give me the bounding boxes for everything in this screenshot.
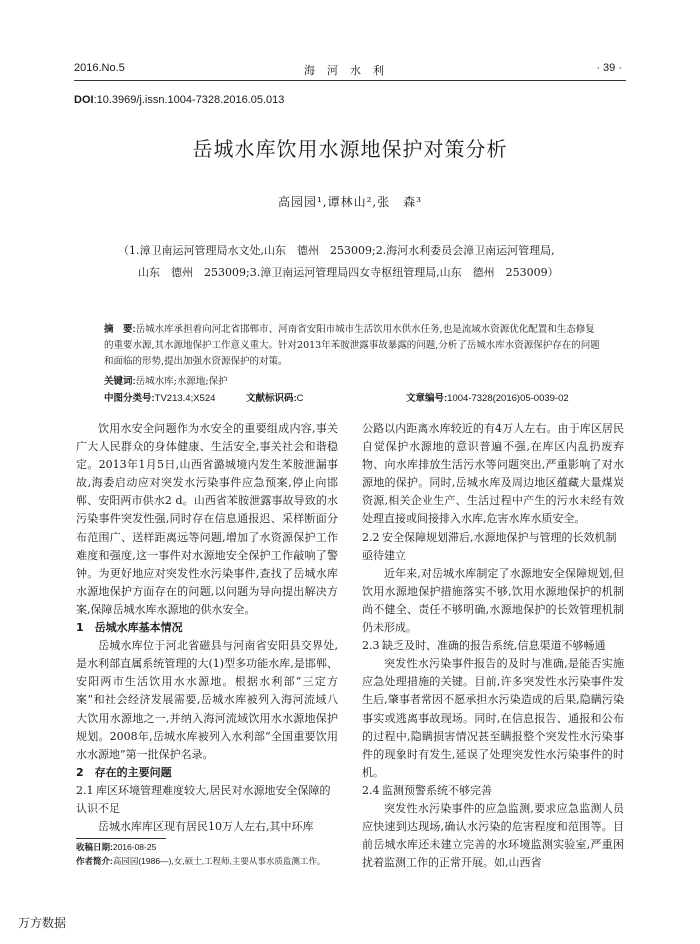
received-date xyxy=(76,840,325,854)
header-journal-name: 海河水利 xyxy=(304,65,396,77)
author-list: 高园园¹,谭林山²,张 森³ xyxy=(277,195,423,209)
subsection-2-1-paragraph: 岳城水库库区现有居民10万人左右,其中环库 xyxy=(98,820,314,834)
subsection-2-1-heading xyxy=(76,782,338,818)
subsection-2-3-heading xyxy=(362,637,624,655)
clc-label: 中图分类号: xyxy=(104,393,155,404)
paper-title: 岳城水库饮用水源地保护对策分析 xyxy=(192,137,508,161)
body-column-right xyxy=(362,420,624,872)
received-value: 2016-08-25 xyxy=(112,842,157,852)
article-number-field xyxy=(406,390,569,404)
subsection-2-2-heading xyxy=(362,529,624,565)
author-bio-label: 作者简介: xyxy=(76,856,113,866)
doc-code-value: C xyxy=(296,393,304,404)
article-number-label: 文章编号: xyxy=(406,393,448,404)
author-bio-value: 高园园(1986—),女,硕士,工程师,主要从事水质监测工作。 xyxy=(112,856,326,866)
header-page-number: · 39 · xyxy=(596,62,622,74)
clc-value: TV213.4;X524 xyxy=(154,393,216,404)
header-rule xyxy=(74,80,626,81)
subsection-2-2-paragraph: 近年来,对岳城水库制定了水源地安全保障规划,但饮用水源地保护措施落实不够,饮用水源地保护的机制尚不健全、责任不够明确,水源地保护的长效管理机制仍未形成。 xyxy=(362,566,624,635)
clc-field xyxy=(104,390,215,404)
subsection-2-2-number: 2.2 xyxy=(362,530,380,544)
section-2-heading: 2 存在的主要问题 xyxy=(76,765,172,779)
section-1-paragraph: 岳城水库位于河北省磁县与河南省安阳县交界处,是水利部直属系统管理的大(1)型多功能水库,是邯郸、安阳两市生活饮用水水源地。根据水利部“三定方案”和社会经济发展需要,岳城水库被列入海河流域八大饮用水源地之一,并纳入海河流域饮用水水源地保护规划。2008年,岳城水库被列入水利部“全国重要饮用水水源地”第一批保护名录。 xyxy=(76,639,338,761)
subsection-2-3-title: 缺乏及时、准确的报告系统,信息渠道不够畅通 xyxy=(382,639,606,653)
subsection-2-4-paragraph: 突发性水污染事件的应急监测,要求应急监测人员应快速到达现场,确认水污染的危害程度和范围等。目前岳城水库还未建立完善的水环境监测实验室,严重困扰着监测工作的正常开展。如,山西省 xyxy=(362,801,624,870)
affiliation-line-1: （1.漳卫南运河管理局水文处,山东 德州 253009;2.海河水利委员会漳卫南运河管理局, xyxy=(118,244,555,257)
received-label: 收稿日期: xyxy=(76,842,113,852)
intro-paragraph: 饮用水安全问题作为水安全的重要组成内容,事关广大人民群众的身体健康、生活安全,事关社会和谐稳定。2013年1月5日,山西省潞城境内发生苯胺泄漏事故,海委启动应对突发水污染事件应急预案,停止向邯郸、安阳两市供水2 d。山西省苯胺泄露事故导致的水污染事件突发性强,同时存在信息通报迟、采样断面分布范围广、送样距离远等问题,增加了水资源保护工作难度和强度,这一事件对水源地安全保护工作敲响了警钟。为更好地应对突发性水污染事件,查找了岳城水库水源地保护方面存在的问题,以问题为导向提出解决方案,保障岳城水库水源地的供水安全。 xyxy=(76,422,338,616)
keywords xyxy=(104,373,228,387)
subsection-2-2-title: 安全保障规划滞后,水源地保护与管理的长效机制亟待建立 xyxy=(362,530,617,562)
wanfang-watermark: 万方数据 xyxy=(18,916,67,930)
doi-line xyxy=(74,94,284,106)
article-number-value: 1004-7328(2016)05-0039-02 xyxy=(447,393,569,404)
body-column-left xyxy=(76,420,338,836)
keywords-label: 关键词: xyxy=(104,376,136,387)
abstract xyxy=(104,322,604,370)
subsection-2-1-number: 2.1 xyxy=(76,783,94,797)
footnote xyxy=(76,840,325,868)
doc-code-label: 文献标识码: xyxy=(246,393,297,404)
keywords-text: 岳城水库;水源地;保护 xyxy=(135,376,228,387)
subsection-2-4-heading xyxy=(362,782,624,800)
subsection-2-4-title: 监测预警系统不够完善 xyxy=(382,783,492,797)
doi-label: DOI xyxy=(74,94,94,106)
author-bio xyxy=(76,854,325,868)
footnote-rule xyxy=(76,838,166,839)
subsection-2-3-number: 2.3 xyxy=(362,639,380,653)
header-journal-issue: 2016.No.5 xyxy=(74,62,125,74)
section-1-heading: 1 岳城水库基本情况 xyxy=(76,621,183,635)
subsection-2-1-title: 库区环境管理难度较大,居民对水源地安全保障的认识不足 xyxy=(76,783,331,815)
abstract-text: 岳城水库承担着向河北省邯郸市、河南省安阳市城市生活饮用水供水任务,也是流域水资源优化配置和生态修复的重要水源,其水源地保护工作意义重大。针对2013年苯胺泄露事故暴露的问题,分析了岳城水库水资源保护存在的问题和面临的形势,提出加强水资源保护的对策。 xyxy=(104,324,600,367)
abstract-label: 摘 要: xyxy=(104,324,136,335)
doc-code-field xyxy=(246,390,304,404)
doi-value[interactable]: :10.3969/j.issn.1004-7328.2016.05.013 xyxy=(93,94,285,106)
continued-paragraph: 公路以内距离水库较近的有4万人左右。由于库区居民自觉保护水源地的意识普遍不强,在库区内乱扔废弃物、向水库排放生活污水等问题突出,严重影响了对水源地的保护。同时,岳城水库及周边地区蕴藏大量煤炭资源,相关企业生产、生活过程中产生的污水未经有效处理直接或间接排入水库,危害水库水质安全。 xyxy=(362,422,624,526)
affiliation-line-2: 山东 德州 253009;3.漳卫南运河管理局四女寺枢纽管理局,山东 德州 253009） xyxy=(138,266,559,279)
subsection-2-3-paragraph: 突发性水污染事件报告的及时与准确,是能否实施应急处理措施的关键。目前,许多突发性水污染事件发生后,肇事者常因不愿承担水污染造成的后果,隐瞒污染事实或逃离事故现场。同时,在信息报告、通报和公布的过程中,隐瞒损害情况甚至瞒报整个突发性水污染事件的现象时有发生,延误了处理突发性水污染事件的时机。 xyxy=(362,657,624,779)
subsection-2-4-number: 2.4 xyxy=(362,783,380,797)
